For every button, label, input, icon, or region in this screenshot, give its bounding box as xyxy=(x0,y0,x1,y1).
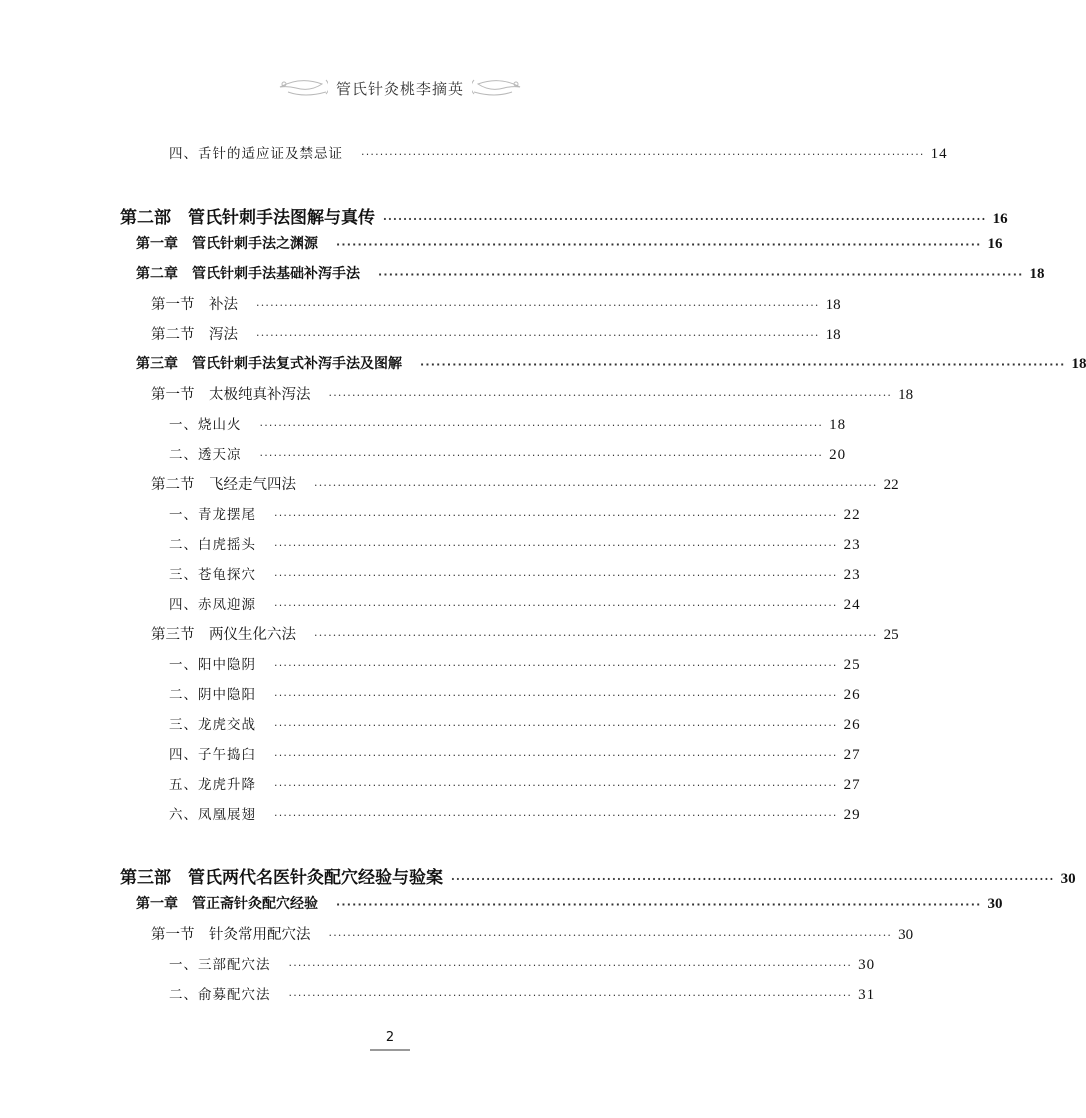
toc-entry-page: 23 xyxy=(843,537,861,553)
toc-entry-label: 第一节 补法 xyxy=(151,297,238,313)
toc-entry-chapter xyxy=(136,263,1045,283)
dot-leader: ························································································································ xyxy=(361,148,925,161)
dot-leader: ························································································································ xyxy=(274,659,838,672)
toc-entry-part xyxy=(120,863,1076,888)
dot-leader: ························································································································ xyxy=(256,329,820,342)
toc-entry-part xyxy=(120,203,1008,228)
toc-entry-label: 第一章 管正斋针灸配穴经验 xyxy=(136,896,318,912)
toc-entry-page: 24 xyxy=(843,597,861,613)
dot-leader: ························································································································ xyxy=(274,509,838,522)
dot-leader: ························································································································ xyxy=(274,719,838,732)
toc-entry-page: 23 xyxy=(843,567,861,583)
dot-leader: ························································································································ xyxy=(451,873,1055,886)
toc-entry-label: 三、苍龟探穴 xyxy=(169,567,256,583)
toc-entry-item xyxy=(169,563,861,584)
toc-entry-page: 26 xyxy=(843,687,861,703)
toc-entry-chapter xyxy=(136,353,1086,373)
dot-leader: ························································································································ xyxy=(274,749,838,762)
toc-entry-label: 四、子午捣臼 xyxy=(169,747,256,763)
toc-entry-item xyxy=(169,503,861,524)
toc-entry-page: 16 xyxy=(987,236,1003,252)
toc-entry-section xyxy=(151,923,914,944)
toc-entry-label: 二、透天凉 xyxy=(169,447,242,463)
dot-leader: ························································································································ xyxy=(274,809,838,822)
toc-entry-chapter xyxy=(136,233,1003,253)
toc-entry-page: 18 xyxy=(1071,356,1086,372)
toc-entry-item xyxy=(169,593,861,614)
toc-entry-label: 四、舌针的适应证及禁忌证 xyxy=(169,146,343,162)
toc-entry-page: 14 xyxy=(930,146,948,162)
toc-entry-page: 26 xyxy=(843,717,861,733)
toc-entry-item xyxy=(169,743,861,764)
dot-leader: ························································································································ xyxy=(314,479,878,492)
dot-leader: ························································································································ xyxy=(383,213,987,226)
toc-entry-page: 22 xyxy=(843,507,861,523)
toc-entry-page: 27 xyxy=(843,777,861,793)
toc-entry-page: 18 xyxy=(1029,266,1045,282)
toc-entry-item xyxy=(169,773,861,794)
running-header xyxy=(0,68,800,108)
dot-leader: ························································································································ xyxy=(274,599,838,612)
toc-entry-item xyxy=(169,803,861,824)
toc-entry-section xyxy=(151,473,899,494)
toc-entry-page: 16 xyxy=(992,211,1008,227)
dot-leader: ························································································································ xyxy=(274,539,838,552)
toc-entry-item xyxy=(169,653,861,674)
toc-entry-page: 18 xyxy=(898,387,914,403)
dot-leader: ························································································································ xyxy=(259,449,824,462)
toc-entry-label: 第三部 管氏两代名医针灸配穴经验与验案 xyxy=(120,868,443,888)
toc-entry-label: 第二章 管氏针刺手法基础补泻手法 xyxy=(136,266,360,282)
toc-entry-page: 18 xyxy=(825,327,841,343)
toc-entry-section xyxy=(151,383,914,404)
toc-entry-label: 六、凤凰展翅 xyxy=(169,807,256,823)
toc-entry-page: 30 xyxy=(858,957,876,973)
toc-entry-label: 四、赤凤迎源 xyxy=(169,597,256,613)
toc-entry-label: 第二部 管氏针刺手法图解与真传 xyxy=(120,208,375,228)
toc-entry-label: 一、青龙摆尾 xyxy=(169,507,256,523)
toc-entry-item xyxy=(169,413,847,434)
toc-entry-label: 第二节 泻法 xyxy=(151,327,238,343)
toc-entry-label: 三、龙虎交战 xyxy=(169,717,256,733)
toc-entry-label: 第一节 针灸常用配穴法 xyxy=(151,927,311,943)
page-number-underline xyxy=(370,1049,410,1051)
toc-entry-section xyxy=(151,323,841,344)
dot-leader: ························································································································ xyxy=(274,689,838,702)
dot-leader: ························································································································ xyxy=(420,358,1066,371)
toc-entry-section xyxy=(151,623,899,644)
dot-leader: ························································································································ xyxy=(259,419,824,432)
toc-entry-page: 18 xyxy=(829,417,847,433)
dot-leader: ························································································································ xyxy=(336,238,982,251)
toc-entry-label: 第三节 两仪生化六法 xyxy=(151,627,296,643)
toc-entry-page: 31 xyxy=(858,987,876,1003)
toc-entry-page: 18 xyxy=(825,297,841,313)
toc-entry-label: 第一节 太极纯真补泻法 xyxy=(151,387,311,403)
toc-entry-page: 29 xyxy=(843,807,861,823)
toc-entry-page: 20 xyxy=(829,447,847,463)
toc-entry-section xyxy=(151,293,841,314)
toc-entry-item xyxy=(169,713,861,734)
toc-entry-page: 30 xyxy=(1060,871,1076,887)
toc-entry-page: 25 xyxy=(883,627,899,643)
toc-entry-label: 第一章 管氏针刺手法之渊源 xyxy=(136,236,318,252)
toc-entry-page: 25 xyxy=(843,657,861,673)
toc-entry-label: 二、白虎摇头 xyxy=(169,537,256,553)
toc-entry-page: 30 xyxy=(898,927,914,943)
dot-leader: ························································································································ xyxy=(274,569,838,582)
dot-leader: ························································································································ xyxy=(256,299,820,312)
toc-entry-item xyxy=(169,142,948,163)
dot-leader: ························································································································ xyxy=(378,268,1024,281)
toc-entry-label: 一、阳中隐阴 xyxy=(169,657,256,673)
toc-entry-page: 30 xyxy=(987,896,1003,912)
toc-entry-label: 第三章 管氏针刺手法复式补泻手法及图解 xyxy=(136,356,402,372)
toc-entry-label: 第二节 飞经走气四法 xyxy=(151,477,296,493)
dot-leader: ························································································································ xyxy=(288,959,853,972)
dot-leader: ························································································································ xyxy=(274,779,838,792)
toc-entry-label: 五、龙虎升降 xyxy=(169,777,256,793)
dot-leader: ························································································································ xyxy=(314,629,878,642)
toc-entry-label: 一、三部配穴法 xyxy=(169,957,271,973)
dot-leader: ························································································································ xyxy=(328,389,893,402)
toc-entry-chapter xyxy=(136,893,1003,913)
dot-leader: ························································································································ xyxy=(288,989,853,1002)
toc-entry-page: 22 xyxy=(883,477,899,493)
toc-entry-item xyxy=(169,683,861,704)
toc-entry-label: 二、俞募配穴法 xyxy=(169,987,271,1003)
toc-entry-label: 一、烧山火 xyxy=(169,417,242,433)
toc-entry-page: 27 xyxy=(843,747,861,763)
toc-entry-item xyxy=(169,443,847,464)
toc-entry-item xyxy=(169,953,876,974)
dot-leader: ························································································································ xyxy=(336,898,982,911)
page-number: 2 xyxy=(385,1030,395,1045)
toc-entry-item xyxy=(169,983,876,1004)
dot-leader: ························································································································ xyxy=(328,929,893,942)
header-title: 管氏针灸桃李摘英 xyxy=(335,79,464,98)
toc-entry-label: 二、阴中隐阳 xyxy=(169,687,256,703)
toc-entry-item xyxy=(169,533,861,554)
